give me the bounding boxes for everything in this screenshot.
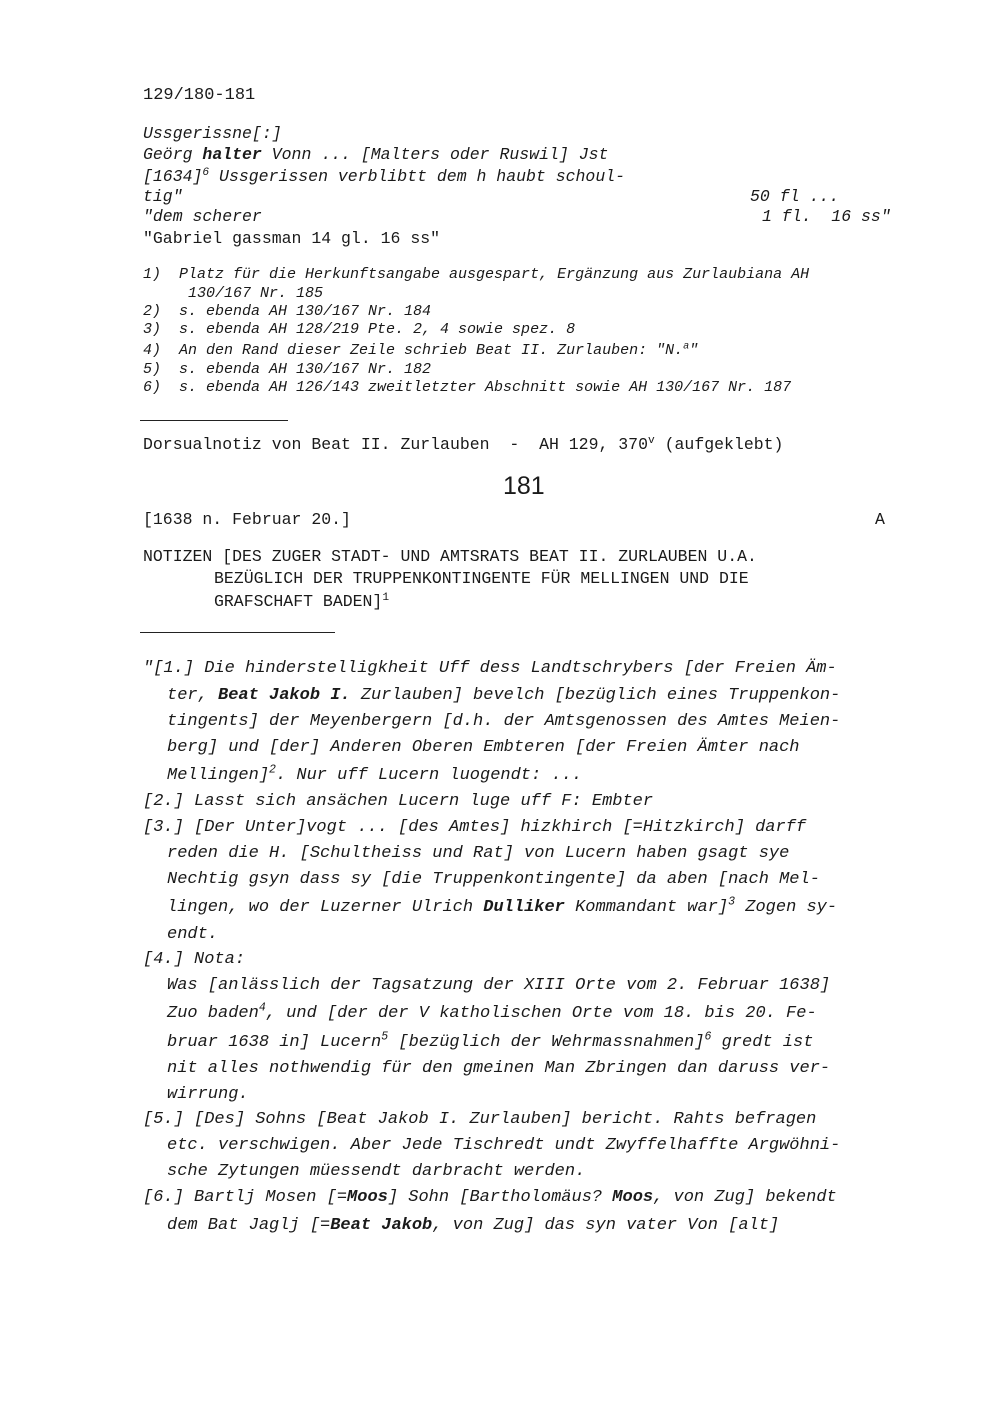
prev-line-3: $[1634]^6$ Ussgerissen verblibtt dem h haubt schoul- bbox=[143, 166, 626, 186]
body-p1-line-3: tingents] der Meyenbergern [d.h. der Amtsgenossen des Amtes Meien- bbox=[167, 712, 841, 731]
body-p1-line-5: Mellingen]$^2$. Nur uff Lucern luogendt: ... bbox=[167, 763, 583, 785]
body-p4-line-1: [4.] Nota: bbox=[143, 950, 246, 969]
entry-title-line-1: NOTIZEN [DES ZUGER STADT- UND AMTSRATS BEAT II. ZURLAUBEN U.A. bbox=[143, 547, 757, 566]
page-reference: 129/180-181 bbox=[143, 86, 256, 105]
body-p1-line-4: berg] und [der] Anderen Oberen Embteren [der Freien Ämter nach bbox=[167, 738, 800, 757]
body-p6-line-1: [6.] Bartlj Mosen [=Moos] Sohn [Bartholomäus? Moos, von Zug] bekendt bbox=[143, 1188, 837, 1207]
footnote-1: 1) Platz für die Herkunftsangabe ausgespart, Ergänzung aus Zurlaubiana AH bbox=[143, 266, 810, 283]
body-p5-line-3: sche Zytungen müessendt darbracht werden. bbox=[167, 1162, 586, 1181]
body-p5-line-1: [5.] [Des] Sohns [Beat Jakob I. Zurlauben] bericht. Rahts befragen bbox=[143, 1110, 817, 1129]
body-p4-line-5: nit alles nothwendig für den gmeinen Man Zbringen dan daruss ver- bbox=[167, 1059, 831, 1078]
footnote-3: 3) s. ebenda AH 128/219 Pte. 2, 4 sowie spez. 8 bbox=[143, 321, 576, 338]
body-p4-line-6: wirrung. bbox=[167, 1085, 249, 1104]
prev-line-5-amount: 1 fl. 16 ss" bbox=[762, 207, 891, 226]
entry-mark: A bbox=[875, 510, 885, 529]
dorsal-note: Dorsualnotiz von Beat II. Zurlauben - AH 129, 370$^v$ (aufgeklebt) bbox=[143, 434, 784, 454]
prev-line-4-amount: 50 fl ... bbox=[750, 187, 840, 206]
prev-line-6: "Gabriel gassman 14 gl. 16 ss" bbox=[143, 229, 441, 248]
entry-date: [1638 n. Februar 20.] bbox=[143, 510, 351, 529]
entry-number: 181 bbox=[503, 472, 545, 500]
body-p1-line-1: "[1.] Die hinderstelligkheit Uff dess Landtschrybers [der Freien Äm- bbox=[143, 659, 837, 678]
footnote-5: 5) s. ebenda AH 130/167 Nr. 182 bbox=[143, 361, 432, 378]
footnote-4: 4) An den Rand dieser Zeile schrieb Beat II. Zurlauben: "N.$^a$" bbox=[143, 341, 699, 359]
prev-line-5: "dem scherer bbox=[143, 207, 262, 226]
entry-title-line-2: BEZÜGLICH DER TRUPPENKONTINGENTE FÜR MELLINGEN UND DIE bbox=[214, 569, 749, 588]
body-p6-line-2: dem Bat Jaglj [=Beat Jakob, von Zug] das syn vater Von [alt] bbox=[167, 1216, 780, 1235]
footnote-separator bbox=[140, 420, 288, 421]
footnote-6: 6) s. ebenda AH 126/143 zweitletzter Abschnitt sowie AH 130/167 Nr. 187 bbox=[143, 379, 792, 396]
footnote-2: 2) s. ebenda AH 130/167 Nr. 184 bbox=[143, 303, 432, 320]
body-p3-line-1: [3.] [Der Unter]vogt ... [des Amtes] hizkhirch [=Hitzkirch] darff bbox=[143, 818, 807, 837]
body-p1-line-2: ter, Beat Jakob I. Zurlauben] bevelch [bezüglich eines Truppenkon- bbox=[167, 686, 841, 705]
entry-title-line-3: GRAFSCHAFT BADEN]$^1$ bbox=[214, 591, 390, 611]
body-p3-line-5: endt. bbox=[167, 925, 219, 944]
title-separator bbox=[140, 632, 335, 633]
body-p4-line-3: Zuo baden$^4$, und [der der V katholischen Orte vom 18. bis 20. Fe- bbox=[167, 1001, 817, 1023]
prev-line-1: Ussgerissne[:] bbox=[143, 124, 282, 143]
body-p3-line-2: reden die H. [Schultheiss und Rat] von Lucern haben gsagt sye bbox=[167, 844, 790, 863]
prev-line-4: tig" bbox=[143, 187, 183, 206]
body-p3-line-4: lingen, wo der Luzerner Ulrich Dulliker Kommandant war]$^3$ Zogen sy- bbox=[167, 895, 838, 917]
footnote-1-cont: 130/167 Nr. 185 bbox=[143, 285, 324, 302]
body-p4-line-2: Was [anlässlich der Tagsatzung der XIII Orte vom 2. Februar 1638] bbox=[167, 976, 831, 995]
prev-line-2: Geörg halter Vonn ... [Malters oder Ruswil] Jst bbox=[143, 145, 609, 164]
body-p3-line-3: Nechtig gsyn dass sy [die Truppenkontingente] da aben [nach Mel- bbox=[167, 870, 820, 889]
body-p2-line-1: [2.] Lasst sich ansächen Lucern luge uff F: Embter bbox=[143, 792, 654, 811]
body-p4-line-4: bruar 1638 in] Lucern$^5$ [bezüglich der Wehrmassnahmen]$^6$ gredt ist bbox=[167, 1030, 814, 1052]
body-p5-line-2: etc. verschwigen. Aber Jede Tischredt undt Zwyffelhaffte Argwöhni- bbox=[167, 1136, 841, 1155]
